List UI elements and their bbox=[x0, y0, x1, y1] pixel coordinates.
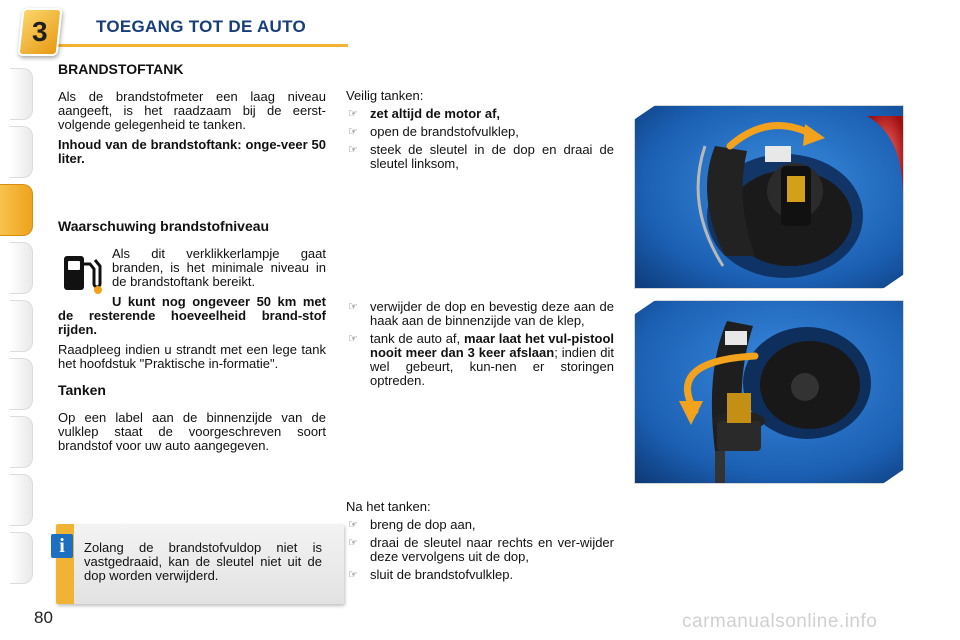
warning-advice: Raadpleeg indien u strandt met een lege tank het hoofdstuk "Praktische in-formatie". bbox=[58, 342, 326, 371]
chapter-tab-6[interactable] bbox=[10, 358, 33, 410]
pointing-hand-icon: ☞ bbox=[348, 519, 358, 531]
safe-refuel-section bbox=[346, 89, 614, 175]
after-list bbox=[346, 518, 614, 582]
chapter-tab-3-active[interactable] bbox=[0, 184, 33, 236]
fuel-cap-removed-illustration bbox=[635, 301, 903, 483]
pointing-hand-icon: ☞ bbox=[348, 333, 358, 345]
pointing-hand-icon: ☞ bbox=[348, 108, 358, 120]
chapter-tab-4[interactable] bbox=[10, 242, 33, 294]
intro-paragraph: Als de brandstofmeter een laag niveau aangeeft, is het raadzaam bij de eerst-volgende gelegenheid te tanken. bbox=[58, 89, 326, 132]
refuel-text: Op een label aan de binnenzijde van de vulklep staat de voorgeschreven soort brandstof voor uw auto aangegeven. bbox=[58, 410, 326, 453]
watermark-text: carmanualsonline.info bbox=[682, 611, 878, 632]
pointing-hand-icon: ☞ bbox=[348, 126, 358, 138]
list-item: ☞ open de brandstofvulklep, bbox=[348, 124, 519, 139]
page-title: TOEGANG TOT DE AUTO bbox=[96, 17, 307, 36]
list-item: ☞ zet altijd de motor af, bbox=[348, 106, 501, 121]
list-item: ☞ sluit de brandstofvulklep. bbox=[348, 567, 514, 582]
pointing-hand-icon: ☞ bbox=[348, 301, 358, 313]
safe-title: Veilig tanken: bbox=[346, 88, 424, 103]
refuel-title: Tanken bbox=[58, 382, 106, 398]
chapter-badge bbox=[17, 8, 62, 56]
chapter-sidebar bbox=[0, 0, 34, 640]
list-item: ☞ verwijder de dop en bevestig deze aan de haak aan de binnenzijde van de klep, bbox=[348, 299, 614, 328]
pointing-hand-icon: ☞ bbox=[348, 537, 358, 549]
fuel-pump-icon bbox=[60, 250, 106, 296]
chapter-tab-8[interactable] bbox=[10, 474, 33, 526]
list-item: ☞ draai de sleutel naar rechts en ver-wijder deze vervolgens uit de dop, bbox=[348, 535, 614, 564]
list-item: ☞ steek de sleutel in de dop en draai de sleutel linksom, bbox=[348, 142, 614, 171]
after-refuel-section bbox=[346, 500, 614, 586]
after-title: Na het tanken: bbox=[346, 499, 431, 514]
chapter-number: 3 bbox=[32, 16, 48, 47]
fuel-flap-photo-2 bbox=[634, 300, 904, 484]
refuel-steps-list bbox=[346, 300, 614, 388]
refuel-section bbox=[58, 383, 326, 459]
chapter-tab-1[interactable] bbox=[10, 68, 33, 120]
info-icon: i bbox=[51, 534, 73, 558]
chapter-tab-9[interactable] bbox=[10, 532, 33, 584]
chapter-tab-5[interactable] bbox=[10, 300, 33, 352]
capacity-paragraph: Inhoud van de brandstoftank: onge-veer 50 liter. bbox=[58, 137, 326, 166]
left-column bbox=[58, 62, 326, 172]
warning-title: Waarschuwing brandstofniveau bbox=[58, 218, 270, 234]
pointing-hand-icon: ☞ bbox=[348, 569, 358, 581]
list-item: ☞ breng de dop aan, bbox=[348, 517, 476, 532]
warning-section bbox=[58, 219, 326, 377]
safe-list bbox=[346, 107, 614, 171]
warning-text: Als dit verklikkerlampje gaat branden, is het minimale niveau in de brandstoftank bereikt. bbox=[112, 246, 326, 289]
chapter-tab-2[interactable] bbox=[10, 126, 33, 178]
list-item: ☞ tank de auto af, maar laat het vul-pistool nooit meer dan 3 keer afslaan; indien dit wel gebeurt, kun-nen er storingen optreden. bbox=[348, 331, 615, 388]
chapter-tab-7[interactable] bbox=[10, 416, 33, 468]
refuel-steps-section bbox=[346, 300, 614, 392]
info-box-text: Zolang de brandstofvuldop niet is vastgedraaid, kan de sleutel niet uit de dop worden verwijderd. bbox=[84, 540, 322, 583]
section-title: BRANDSTOFTANK bbox=[58, 61, 184, 77]
fuel-flap-photo-1 bbox=[634, 105, 904, 289]
page-number: 80 bbox=[34, 608, 53, 627]
warning-bold-text: U kunt nog ongeveer 50 km met de resterende hoeveelheid brand-stof rijden. bbox=[58, 294, 326, 337]
fuel-cap-key-illustration bbox=[635, 106, 903, 288]
pointing-hand-icon: ☞ bbox=[348, 144, 358, 156]
